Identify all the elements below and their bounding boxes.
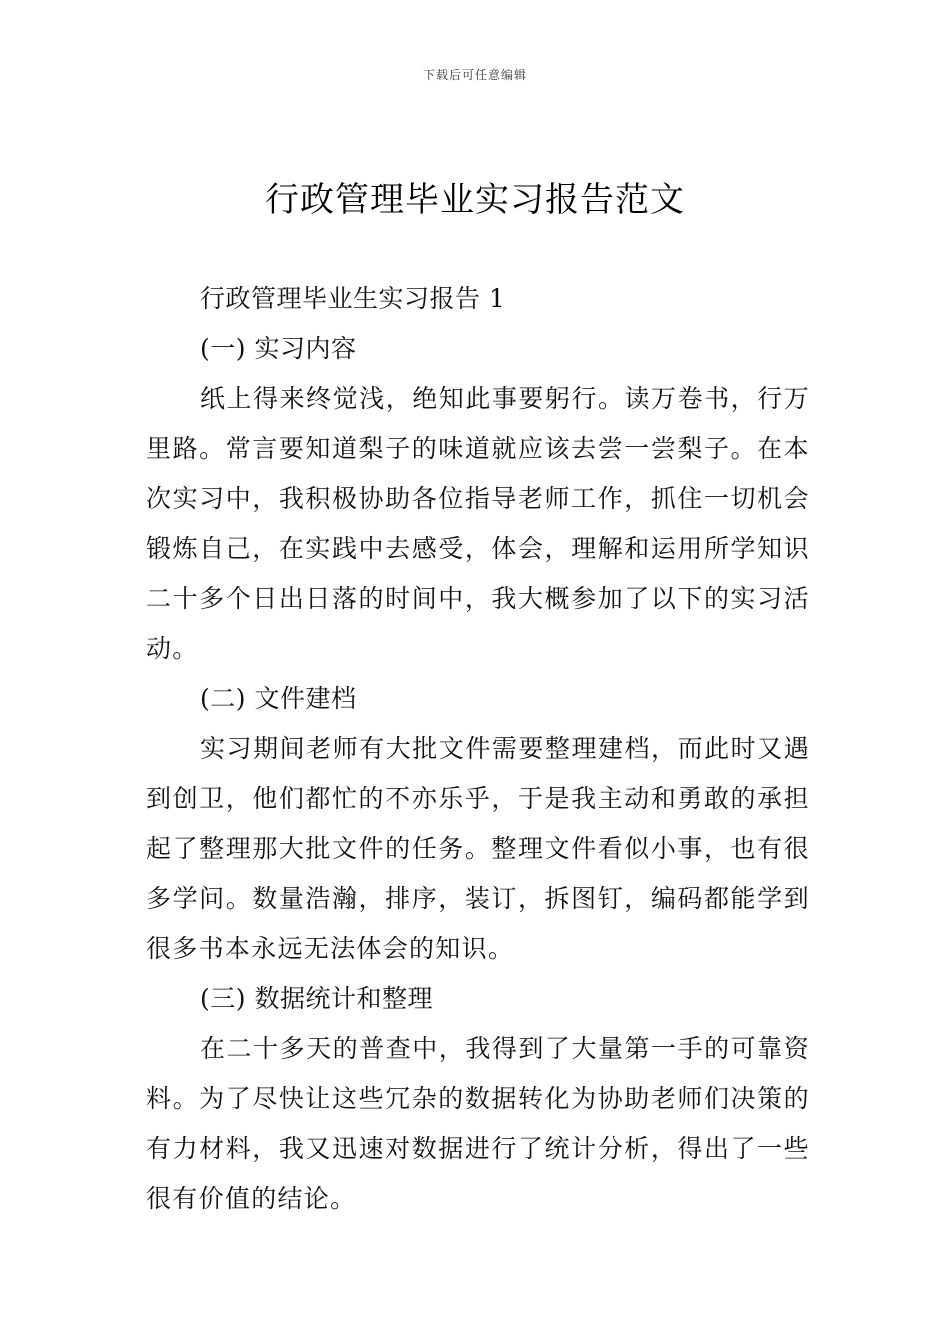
document-body: [146, 274, 810, 1224]
document-title: 行政管理毕业实习报告范文: [265, 180, 685, 220]
section-paragraph-3: 在二十多天的普查中，我得到了大量第一手的可靠资料。为了尽快让这些冗杂的数据转化为协助老师们决策的有力材料，我又迅速对数据进行了统计分析，得出了一些很有价值的结论。: [146, 1034, 810, 1213]
section-paragraph-2: 实习期间老师有大批文件需要整理建档，而此时又遇到创卫，他们都忙的不亦乐乎，于是我主动和勇敢的承担起了整理那大批文件的任务。整理文件看似小事，也有很多学问。数量浩瀚，排序，装订，拆图钉，编码都能学到很多书本永远无法体会的知识。: [146, 734, 810, 963]
report-subtitle: 行政管理毕业生实习报告 1: [200, 284, 506, 313]
section-heading-3: (三) 数据统计和整理: [200, 984, 433, 1013]
section-heading-2: (二) 文件建档: [200, 684, 357, 713]
header-note: 下载后可任意编辑: [422, 68, 527, 82]
section-heading-1: (一) 实习内容: [200, 334, 357, 363]
section-paragraph-1: 纸上得来终觉浅，绝知此事要躬行。读万卷书，行万里路。常言要知道梨子的味道就应该去尝一尝梨子。在本次实习中，我积极协助各位指导老师工作，抓住一切机会锻炼自己，在实践中去感受，体会，理解和运用所学知识二十多个日出日落的时间中，我大概参加了以下的实习活动。: [146, 384, 810, 663]
